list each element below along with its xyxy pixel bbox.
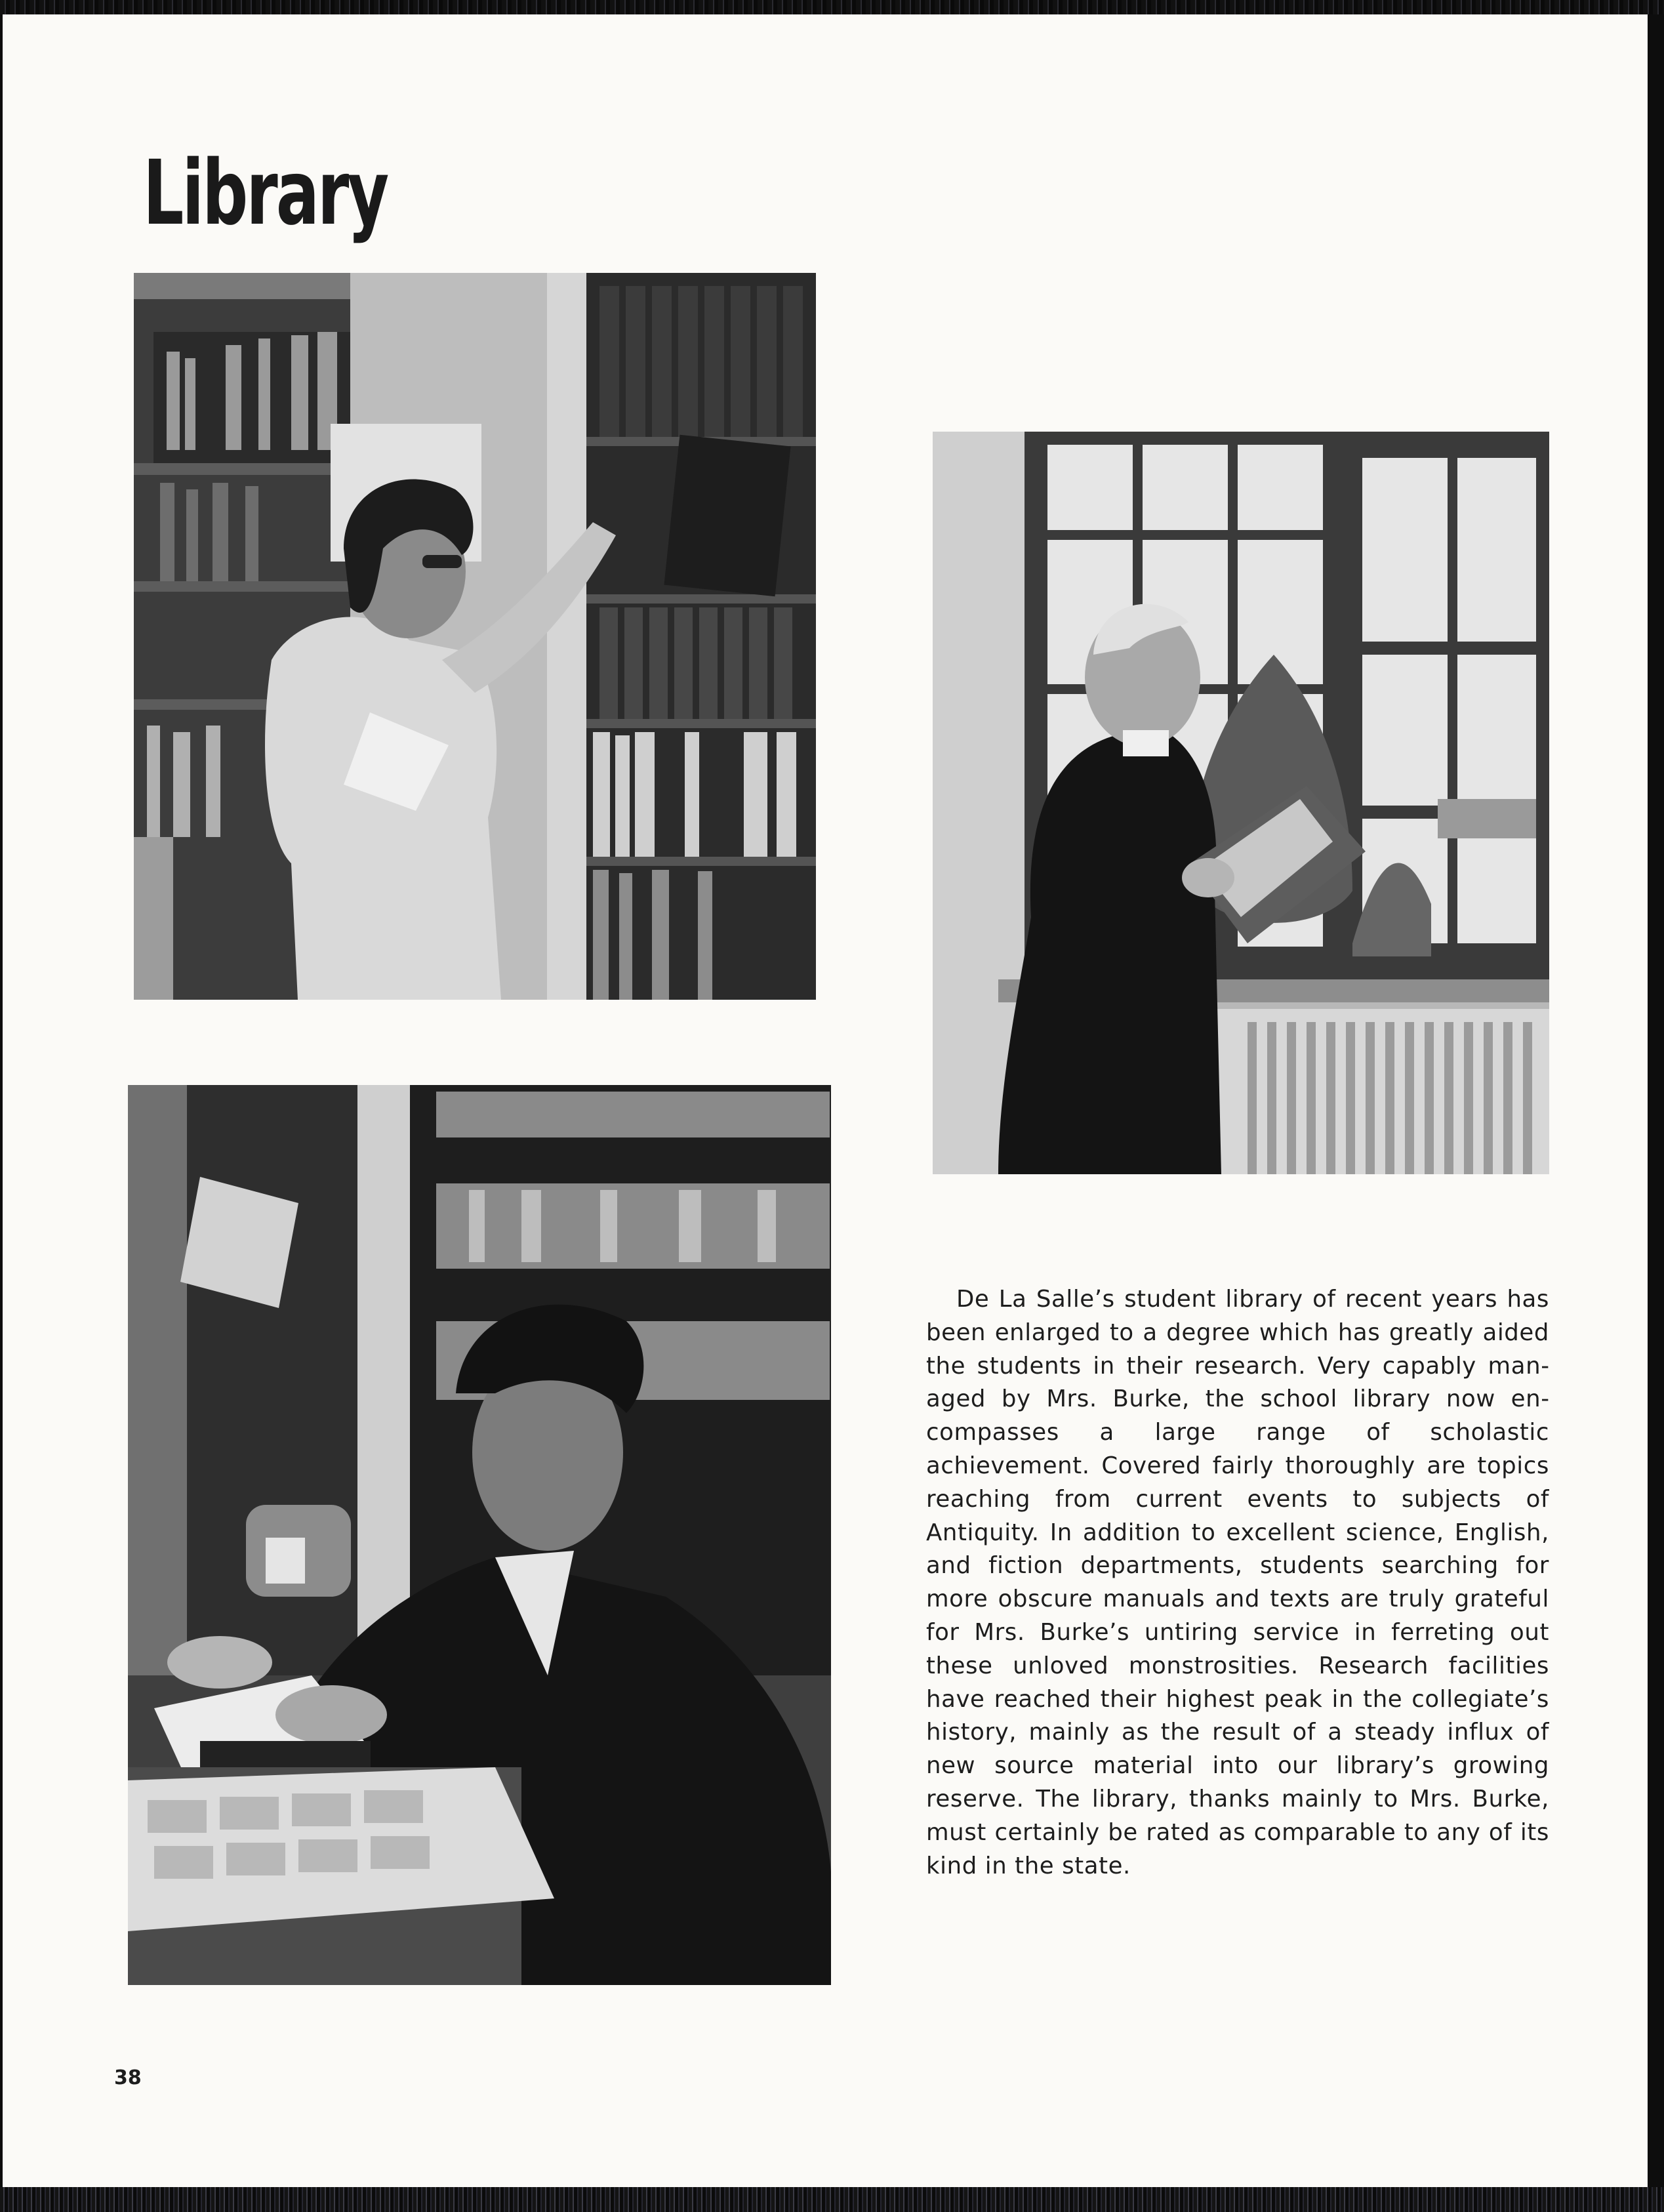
scan-border-top (0, 0, 1664, 14)
photo-brother-reading-at-window (933, 432, 1549, 1174)
yearbook-page (3, 14, 1648, 2187)
page-number: 38 (114, 2066, 142, 2089)
page-title: Library (143, 142, 388, 245)
photo-man-writing-at-desk (128, 1085, 831, 1985)
scan-border-bottom (0, 2187, 1664, 2212)
photo-librarian-image (134, 273, 816, 1000)
photo-student-image (128, 1085, 831, 1985)
article-body: De La Salle’s student library of recent years has been enlarged to a degree which has greatly aided the students in their research. Very capably managed by Mrs. Burke, the school library now encompasses a large range of scholastic achievement. Covered fairly thoroughly are topics reaching from current events to subjects of Antiquity. In addition to excellent science, English, and fiction departments, students searching for more obscure manuals and texts are truly grateful for Mrs. Burke’s untiring service in ferreting out these unloved monstrosities. Research facilities have reached their highest peak in the collegiate’s history, mainly as the result of a steady influx of new source material into our library’s growing reserve. The library, thanks mainly to Mrs. Burke, must certainly be rated as comparable to any of its kind in the state. (926, 1286, 1549, 1879)
photo-librarian-reaching-for-book (134, 273, 816, 1000)
photo-window-image (933, 432, 1549, 1174)
